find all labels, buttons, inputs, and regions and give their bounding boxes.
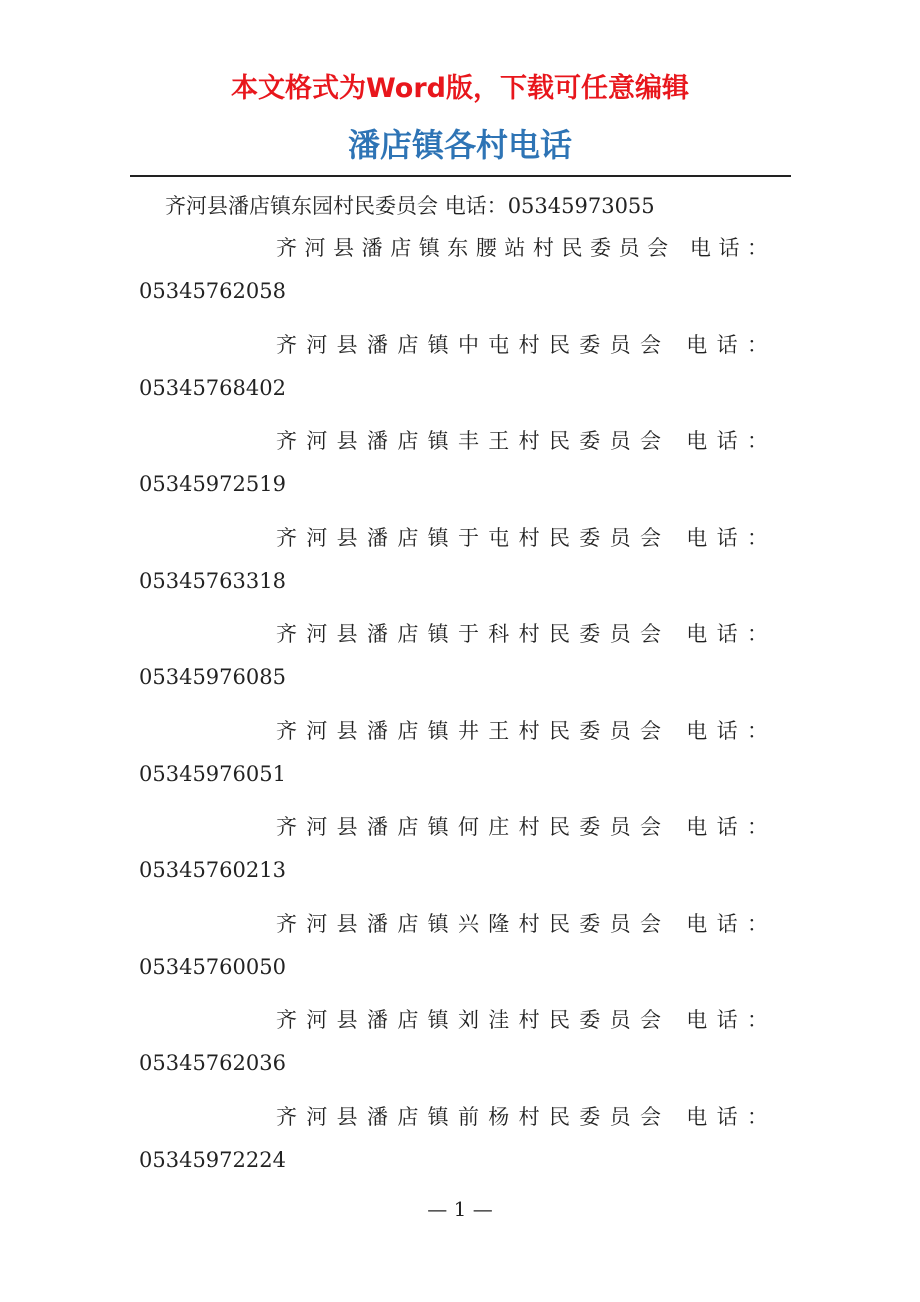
page-title: 潘店镇各村电话 — [347, 126, 572, 164]
entry-name-char: 村 — [518, 525, 540, 550]
entry-gap — [670, 1101, 677, 1131]
entry-name-line — [276, 522, 768, 552]
entry-name-char: 屯 — [488, 525, 510, 550]
entry-phone-label-char: 话 — [716, 815, 738, 839]
entry-phone-label-char: 话 — [716, 911, 738, 936]
entry-name-char: 员 — [609, 815, 631, 839]
directory-entry — [0, 908, 920, 1005]
entry-gap — [670, 908, 677, 938]
entry-name-char: 潘 — [361, 236, 383, 260]
entry-phone-label-char: 话 — [716, 1008, 738, 1032]
entry-name-char: 齐 — [276, 911, 297, 936]
entry-name-char: 潘 — [366, 622, 388, 646]
entry-name-char: 民 — [548, 332, 570, 357]
entry-name-char: 井 — [457, 718, 479, 743]
entry-phone: 05345972519 — [139, 472, 286, 496]
entry-name-char: 于 — [457, 622, 479, 646]
entry-name-char: 县 — [336, 429, 358, 453]
entry-name-char: 镇 — [427, 525, 449, 550]
entry-phone: 05345762036 — [139, 1051, 286, 1075]
entry-name-char: 店 — [397, 429, 419, 453]
directory-entry — [0, 811, 920, 908]
entry-name-char: 会 — [639, 332, 661, 357]
entry-phone-label-char: ： — [746, 911, 768, 936]
entry-name-char: 齐 — [276, 332, 297, 357]
entry-phone: 05345760050 — [139, 954, 286, 979]
entry-name-char: 中 — [457, 332, 479, 357]
entry-name-char: 王 — [488, 429, 510, 453]
directory-entry-list — [0, 232, 920, 1197]
entry-name-char: 委 — [579, 429, 601, 453]
entry-name: 齐河县潘店镇东园村民委员会 — [165, 194, 438, 218]
entry-name-char: 潘 — [366, 429, 388, 453]
entry-name-char: 站 — [504, 236, 526, 260]
entry-name-line — [276, 1101, 768, 1131]
entry-name-char: 会 — [647, 236, 669, 260]
entry-name-char: 潘 — [366, 718, 388, 743]
entry-name-char: 镇 — [418, 236, 440, 260]
entry-name-char: 村 — [518, 718, 540, 743]
entry-name-char: 店 — [397, 718, 419, 743]
entry-name-line — [276, 1004, 768, 1034]
directory-entry — [0, 425, 920, 522]
entry-name-char: 何 — [457, 815, 479, 839]
entry-name-char: 县 — [336, 332, 358, 357]
entry-name-char: 店 — [397, 815, 419, 839]
entry-name-char: 河 — [306, 429, 328, 453]
entry-name-char: 河 — [304, 236, 326, 260]
entry-phone: 05345976051 — [139, 761, 286, 786]
entry-name-char: 潘 — [366, 911, 388, 936]
entry-name-char: 店 — [397, 1104, 419, 1129]
entry-name-char: 河 — [306, 1104, 328, 1129]
entry-phone-label: 电话： — [444, 194, 508, 218]
entry-name-char: 员 — [609, 1104, 631, 1129]
entry-name-char: 会 — [639, 718, 661, 743]
entry-gap — [670, 522, 677, 552]
entry-name-char: 委 — [579, 622, 601, 646]
entry-name-char: 镇 — [427, 332, 449, 357]
entry-name-char: 员 — [609, 332, 631, 357]
entry-name-char: 隆 — [488, 911, 510, 936]
entry-name-char: 潘 — [366, 1104, 388, 1129]
entry-name-char: 民 — [548, 1008, 570, 1032]
entry-phone-label-char: ： — [746, 429, 768, 453]
entry-name-char: 会 — [639, 1104, 661, 1129]
entry-name-char: 潘 — [366, 1008, 388, 1032]
entry-name-char: 村 — [518, 1008, 540, 1032]
entry-gap — [670, 329, 677, 359]
entry-name-char: 科 — [488, 622, 510, 646]
entry-phone-label-char: ： — [746, 1008, 768, 1032]
entry-phone-label-char: 电 — [686, 525, 708, 550]
entry-name-char: 委 — [579, 815, 601, 839]
entry-name-line — [276, 908, 768, 938]
entry-name-char: 刘 — [457, 1008, 479, 1032]
entry-name-char: 河 — [306, 718, 328, 743]
entry-name-char: 镇 — [427, 1104, 449, 1129]
entry-phone-label-char: ： — [746, 1104, 768, 1129]
entry-name-char: 委 — [579, 911, 601, 936]
entry-name-char: 委 — [579, 332, 601, 357]
entry-name-char: 会 — [639, 525, 661, 550]
entry-name-char: 会 — [639, 911, 661, 936]
entry-name-char: 民 — [561, 236, 583, 260]
entry-phone: 05345768402 — [139, 375, 286, 400]
directory-entry — [0, 522, 920, 619]
entry-name-line — [276, 329, 768, 359]
entry-phone-label-char: 电 — [686, 911, 708, 936]
entry-phone: 05345763318 — [139, 568, 286, 593]
entry-name-char: 杨 — [488, 1104, 510, 1129]
entry-phone: 05345762058 — [139, 279, 286, 303]
entry-name-char: 员 — [609, 1008, 631, 1032]
entry-name-char: 店 — [390, 236, 412, 260]
entry-gap — [676, 232, 683, 262]
directory-entry — [0, 715, 920, 812]
entry-name-char: 员 — [609, 429, 631, 453]
entry-name-char: 村 — [518, 332, 540, 357]
entry-name-char: 镇 — [427, 815, 449, 839]
entry-name-char: 民 — [548, 815, 570, 839]
entry-name-char: 潘 — [366, 332, 388, 357]
entry-phone-label-char: ： — [746, 332, 768, 357]
entry-name-char: 员 — [609, 718, 631, 743]
entry-name-char: 洼 — [488, 1008, 510, 1032]
entry-gap — [670, 1004, 677, 1034]
entry-phone-label-char: 话 — [716, 525, 738, 550]
entry-phone-label-char: ： — [746, 718, 768, 743]
entry-name-char: 县 — [336, 911, 358, 936]
entry-name-char: 县 — [336, 622, 358, 646]
entry-name-char: 河 — [306, 1008, 328, 1032]
directory-entry — [0, 329, 920, 426]
entry-name-char: 镇 — [427, 622, 449, 646]
entry-name-char: 齐 — [276, 236, 297, 260]
entry-name-char: 潘 — [366, 815, 388, 839]
directory-entry — [0, 618, 920, 715]
entry-name-char: 村 — [518, 911, 540, 936]
entry-name-char: 民 — [548, 911, 570, 936]
entry-name-char: 县 — [336, 815, 358, 839]
entry-name-char: 庄 — [488, 815, 510, 839]
entry-phone-label-char: 电 — [686, 1008, 708, 1032]
entry-name-char: 村 — [518, 1104, 540, 1129]
entry-name-char: 县 — [336, 1104, 358, 1129]
entry-name-char: 镇 — [427, 718, 449, 743]
entry-phone: 05345976085 — [139, 665, 286, 689]
entry-name-line — [276, 715, 768, 745]
entry-name-char: 委 — [579, 525, 601, 550]
entry-gap — [670, 715, 677, 745]
entry-name-char: 店 — [397, 332, 419, 357]
entry-name-char: 屯 — [488, 332, 510, 357]
entry-phone-label-char: ： — [746, 525, 768, 550]
entry-name-char: 民 — [548, 622, 570, 646]
entry-name-line — [276, 232, 768, 262]
entry-gap — [670, 811, 677, 841]
entry-name-char: 县 — [336, 1008, 358, 1032]
entry-name-char: 河 — [306, 332, 328, 357]
editable-notice-banner: 本文格式为Word版，下载可任意编辑 — [230, 73, 689, 104]
entry-phone-label-char: 话 — [718, 236, 740, 260]
directory-entry — [0, 1004, 920, 1101]
entry-name-char: 镇 — [427, 429, 449, 453]
entry-phone-label-char: 话 — [716, 429, 738, 453]
entry-phone-label-char: 话 — [716, 718, 738, 743]
directory-entry — [0, 1101, 920, 1198]
entry-name-char: 店 — [397, 525, 419, 550]
entry-name-char: 委 — [579, 1104, 601, 1129]
entry-name-char: 员 — [618, 236, 640, 260]
entry-name-char: 齐 — [276, 718, 297, 743]
entry-name-char: 委 — [590, 236, 612, 260]
entry-name-char: 县 — [333, 236, 355, 260]
entry-name-char: 民 — [548, 525, 570, 550]
entry-name-char: 河 — [306, 622, 328, 646]
entry-phone-label-char: 电 — [686, 622, 708, 646]
entry-phone-label-char: 电 — [686, 429, 708, 453]
entry-name-char: 县 — [336, 718, 358, 743]
entry-name-char: 民 — [548, 1104, 570, 1129]
entry-phone-label-char: ： — [746, 622, 768, 646]
entry-name-char: 县 — [336, 525, 358, 550]
entry-name-char: 委 — [579, 718, 601, 743]
entry-phone-label-char: 电 — [686, 332, 708, 357]
entry-phone: 05345760213 — [139, 858, 286, 882]
entry-name-char: 潘 — [366, 525, 388, 550]
entry-name-char: 店 — [397, 911, 419, 936]
entry-phone-label-char: 话 — [716, 622, 738, 646]
entry-name-char: 镇 — [427, 911, 449, 936]
entry-name-char: 镇 — [427, 1008, 449, 1032]
entry-gap — [670, 618, 677, 648]
entry-name-char: 丰 — [457, 429, 479, 453]
entry-name-char: 于 — [457, 525, 479, 550]
entry-name-char: 河 — [306, 525, 328, 550]
entry-name-char: 腰 — [475, 236, 497, 260]
entry-name-line — [276, 618, 768, 648]
entry-name-char: 村 — [518, 622, 540, 646]
entry-name-char: 店 — [397, 1008, 419, 1032]
entry-phone-label-char: 电 — [686, 718, 708, 743]
entry-name-char: 会 — [639, 622, 661, 646]
entry-name-char: 齐 — [276, 525, 297, 550]
entry-name-char: 委 — [579, 1008, 601, 1032]
entry-phone: 05345973055 — [507, 194, 655, 218]
entry-name-line — [276, 811, 768, 841]
entry-name-char: 兴 — [457, 911, 479, 936]
entry-name-line — [276, 425, 768, 455]
entry-phone-label-char: 电 — [686, 1104, 708, 1129]
entry-name-char: 会 — [639, 1008, 661, 1032]
entry-phone-label-char: ： — [746, 815, 768, 839]
entry-name-char: 东 — [447, 236, 469, 260]
directory-entry-first — [165, 190, 655, 220]
entry-name-char: 民 — [548, 718, 570, 743]
entry-name-char: 村 — [518, 429, 540, 453]
entry-name-char: 齐 — [276, 1008, 297, 1032]
entry-name-char: 前 — [457, 1104, 479, 1129]
entry-name-char: 员 — [609, 911, 631, 936]
entry-gap — [670, 425, 677, 455]
entry-name-char: 村 — [518, 815, 540, 839]
entry-name-char: 员 — [609, 525, 631, 550]
entry-name-char: 民 — [548, 429, 570, 453]
entry-name-char: 店 — [397, 622, 419, 646]
entry-name-char: 齐 — [276, 622, 297, 646]
entry-name-char: 王 — [488, 718, 510, 743]
entry-name-char: 村 — [532, 236, 554, 260]
entry-phone-label-char: ： — [746, 236, 768, 260]
entry-name-char: 齐 — [276, 429, 297, 453]
entry-name-char: 会 — [639, 815, 661, 839]
entry-phone-label-char: 电 — [689, 236, 711, 260]
title-divider — [130, 175, 791, 177]
entry-name-char: 齐 — [276, 815, 297, 839]
entry-name-char: 河 — [306, 911, 328, 936]
entry-name-char: 会 — [639, 429, 661, 453]
page-number: — 1 — — [427, 1197, 493, 1221]
directory-entry — [0, 232, 920, 329]
entry-name-char: 员 — [609, 622, 631, 646]
entry-phone-label-char: 话 — [716, 332, 738, 357]
entry-name-char: 齐 — [276, 1104, 297, 1129]
entry-phone: 05345972224 — [139, 1147, 286, 1172]
entry-phone-label-char: 电 — [686, 815, 708, 839]
entry-phone-label-char: 话 — [716, 1104, 738, 1129]
entry-name-char: 河 — [306, 815, 328, 839]
